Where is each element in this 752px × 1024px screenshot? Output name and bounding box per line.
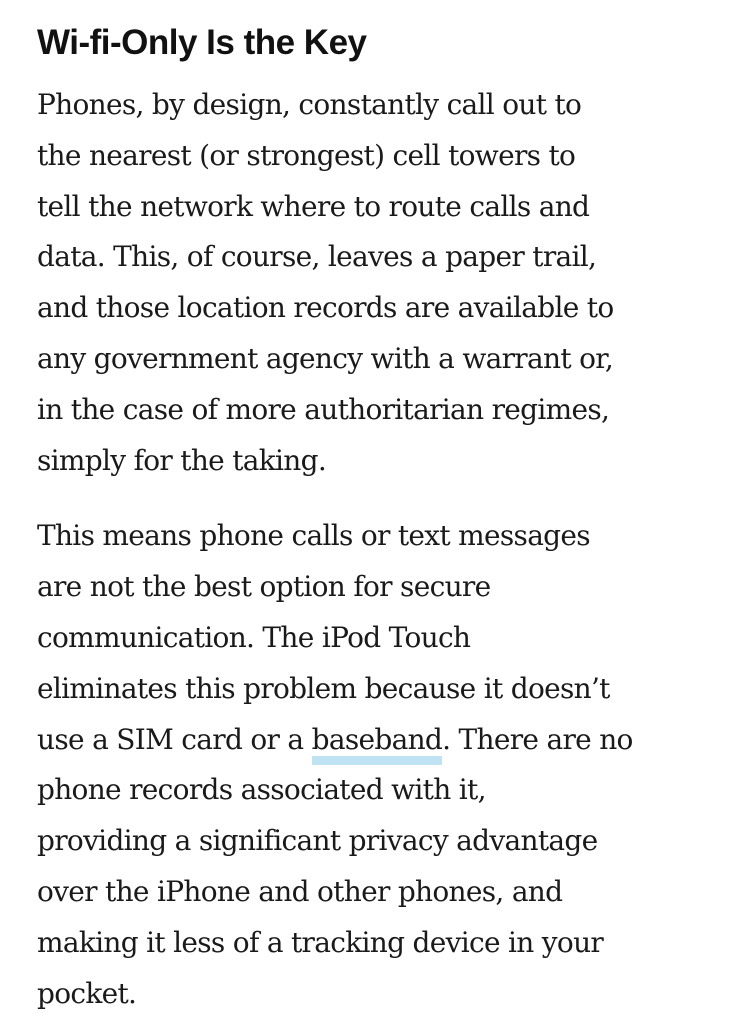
section-heading: Wi-fi-Only Is the Key xyxy=(37,23,367,62)
text-line: providing a significant privacy advantage xyxy=(37,824,598,858)
text-segment: use a SIM card or a xyxy=(37,722,312,756)
text-line: This means phone calls or text messages xyxy=(37,519,590,553)
text-line-with-link xyxy=(37,715,737,766)
text-line: communication. The iPod Touch xyxy=(37,620,471,654)
text-line: in the case of more authoritarian regimes, xyxy=(37,392,610,426)
text-segment: . There are no xyxy=(442,722,633,756)
baseband-link[interactable]: baseband xyxy=(312,723,443,765)
text-line: tell the network where to route calls and xyxy=(37,189,590,223)
text-line: and those location records are available to xyxy=(37,291,614,325)
text-line: the nearest (or strongest) cell towers to xyxy=(37,138,576,172)
text-line: are not the best option for secure xyxy=(37,570,491,604)
text-line: pocket. xyxy=(37,976,137,1010)
text-line: simply for the taking. xyxy=(37,443,327,477)
text-line: eliminates this problem because it doesn’t xyxy=(37,671,610,705)
article-body xyxy=(37,0,737,1019)
paragraph-wifi-tracking xyxy=(37,80,737,486)
text-line: data. This, of course, leaves a paper trail, xyxy=(37,240,597,274)
text-line: any government agency with a warrant or, xyxy=(37,341,614,375)
paragraph-ipod-touch xyxy=(37,511,737,1019)
text-line: over the iPhone and other phones, and xyxy=(37,874,563,908)
text-line: phone records associated with it, xyxy=(37,773,486,807)
text-line: making it less of a tracking device in your xyxy=(37,925,604,959)
text-line: Phones, by design, constantly call out to xyxy=(37,88,582,121)
